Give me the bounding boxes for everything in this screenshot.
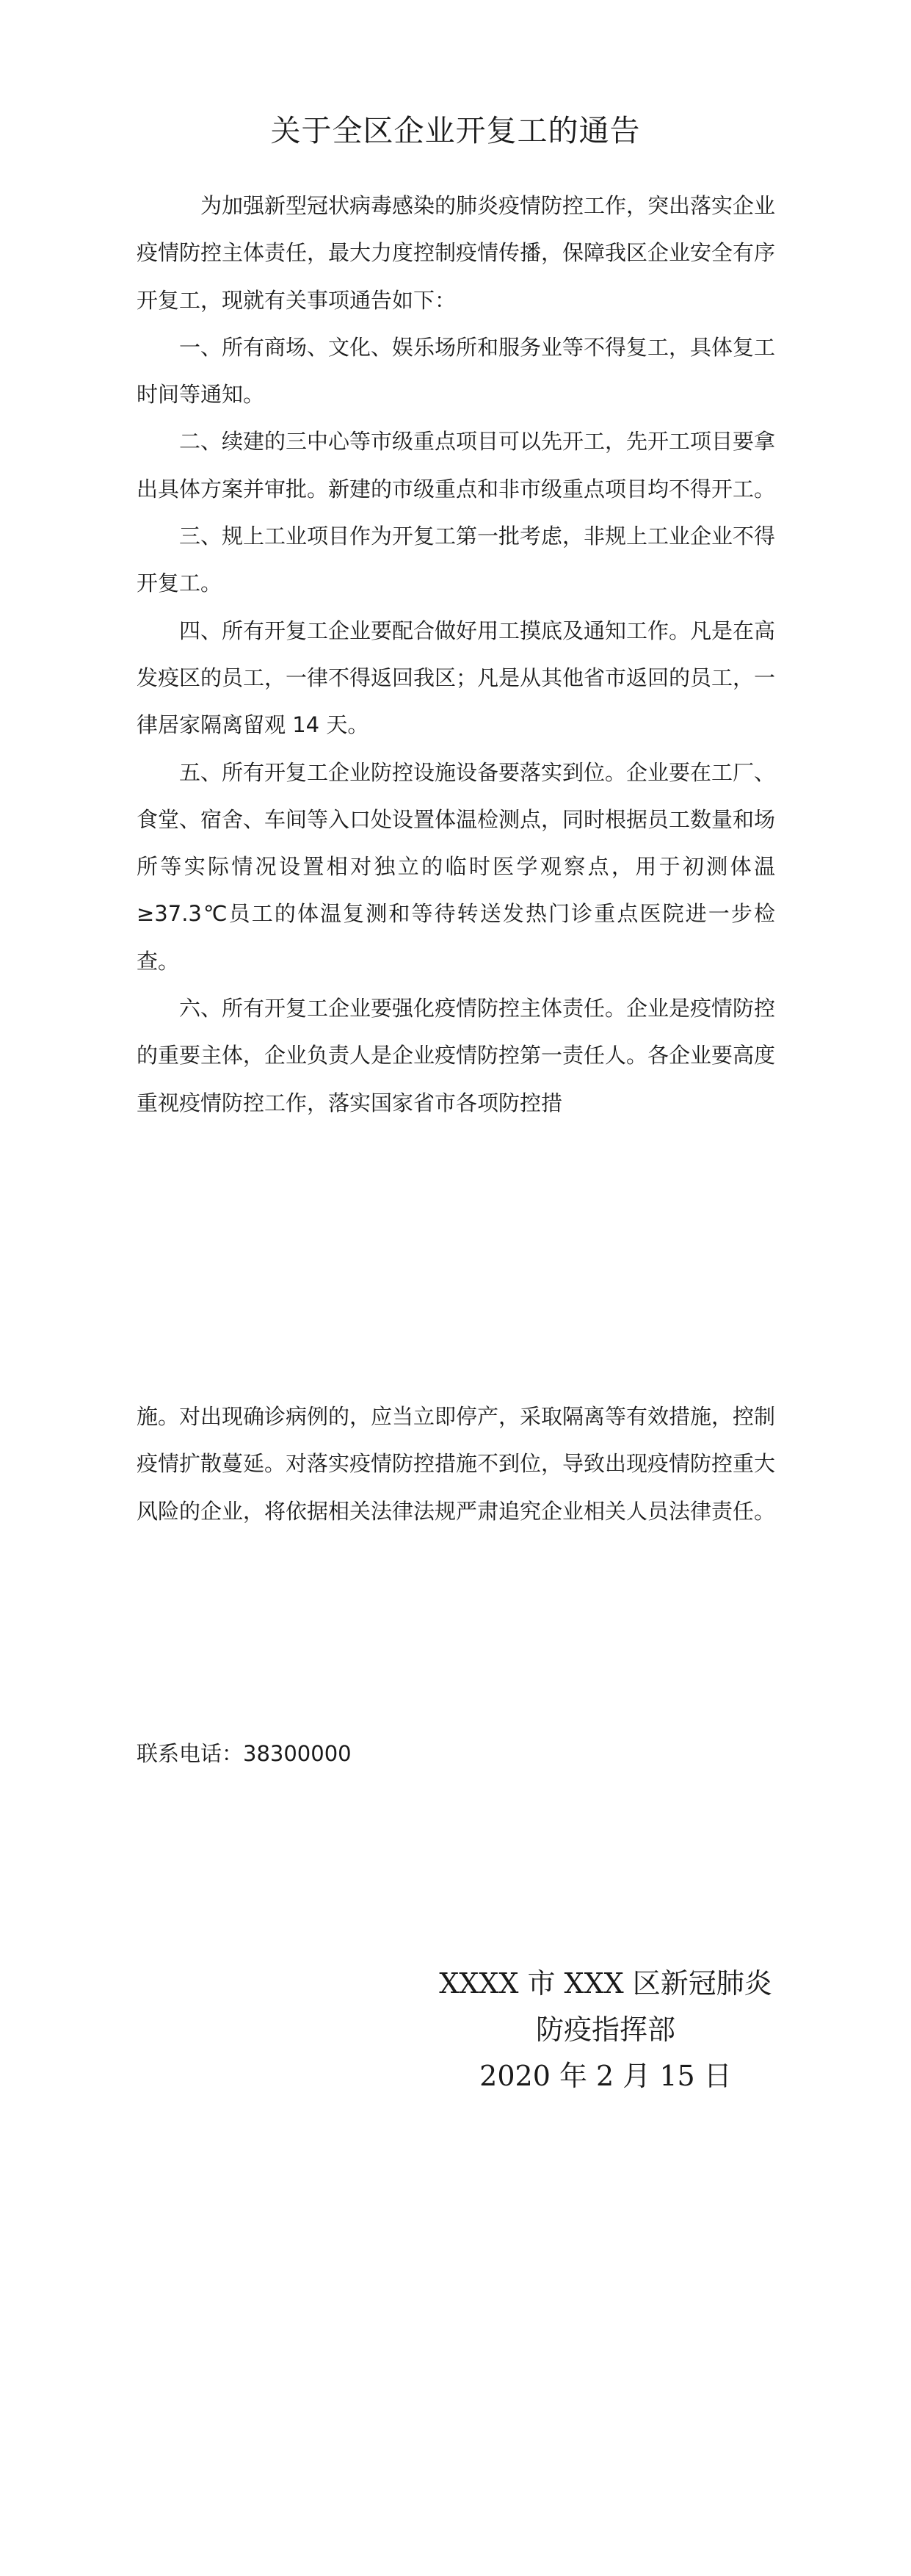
intro-paragraph: 为加强新型冠状病毒感染的肺炎疫情防控工作，突出落实企业疫情防控主体责任，最大力度控制疫情传播，保障我区企业安全有序开复工，现就有关事项通告如下：	[137, 193, 776, 313]
item-6-continuation: 施。对出现确诊病例的，应当立即停产，采取隔离等有效措施，控制疫情扩散蔓延。对落实疫情防控措施不到位，导致出现疫情防控重大风险的企业，将依据相关法律法规严肃追究企业相关人员法律责任。	[137, 1404, 776, 1524]
item-3-paragraph: 三、规上工业项目作为开复工第一批考虑，非规上工业企业不得开复工。	[137, 524, 776, 596]
item-4-paragraph: 四、所有开复工企业要配合做好用工摸底及通知工作。凡是在高发疫区的员工，一律不得返回我区；凡是从其他省市返回的员工，一律居家隔离留观 14 天。	[137, 618, 776, 738]
signature-block	[411, 1961, 800, 2099]
item-1-paragraph: 一、所有商场、文化、娱乐场所和服务业等不得复工，具体复工时间等通知。	[137, 334, 776, 408]
contact-phone: 联系电话：38300000	[137, 1741, 352, 1766]
issuing-org-line-1: XXXX 市 XXX 区新冠肺炎	[439, 1967, 772, 2000]
notice-body	[137, 182, 775, 1126]
item-6-paragraph: 六、所有开复工企业要强化疫情防控主体责任。企业是疫情防控的重要主体，企业负责人是企业疫情防控第一责任人。各企业要高度重视疫情防控工作，落实国家省市各项防控措	[137, 996, 776, 1115]
item-2-paragraph: 二、续建的三中心等市级重点项目可以先开工，先开工项目要拿出具体方案并审批。新建的市级重点和非市级重点项目均不得开工。	[137, 429, 776, 502]
item-5-paragraph: 五、所有开复工企业防控设施设备要落实到位。企业要在工厂、食堂、宿舍、车间等入口处设置体温检测点，同时根据员工数量和场所等实际情况设置相对独立的临时医学观察点，用于初测体温≥37.3℃员工的体温复测和等待转送发热门诊重点医院进一步检查。	[137, 759, 776, 974]
issue-date: 2020 年 2 月 15 日	[479, 2060, 732, 2092]
notice-title: 关于全区企业开复工的通告	[270, 113, 641, 148]
issuing-org-line-2: 防疫指挥部	[535, 2014, 675, 2046]
notice-body-continued	[137, 1393, 775, 1535]
